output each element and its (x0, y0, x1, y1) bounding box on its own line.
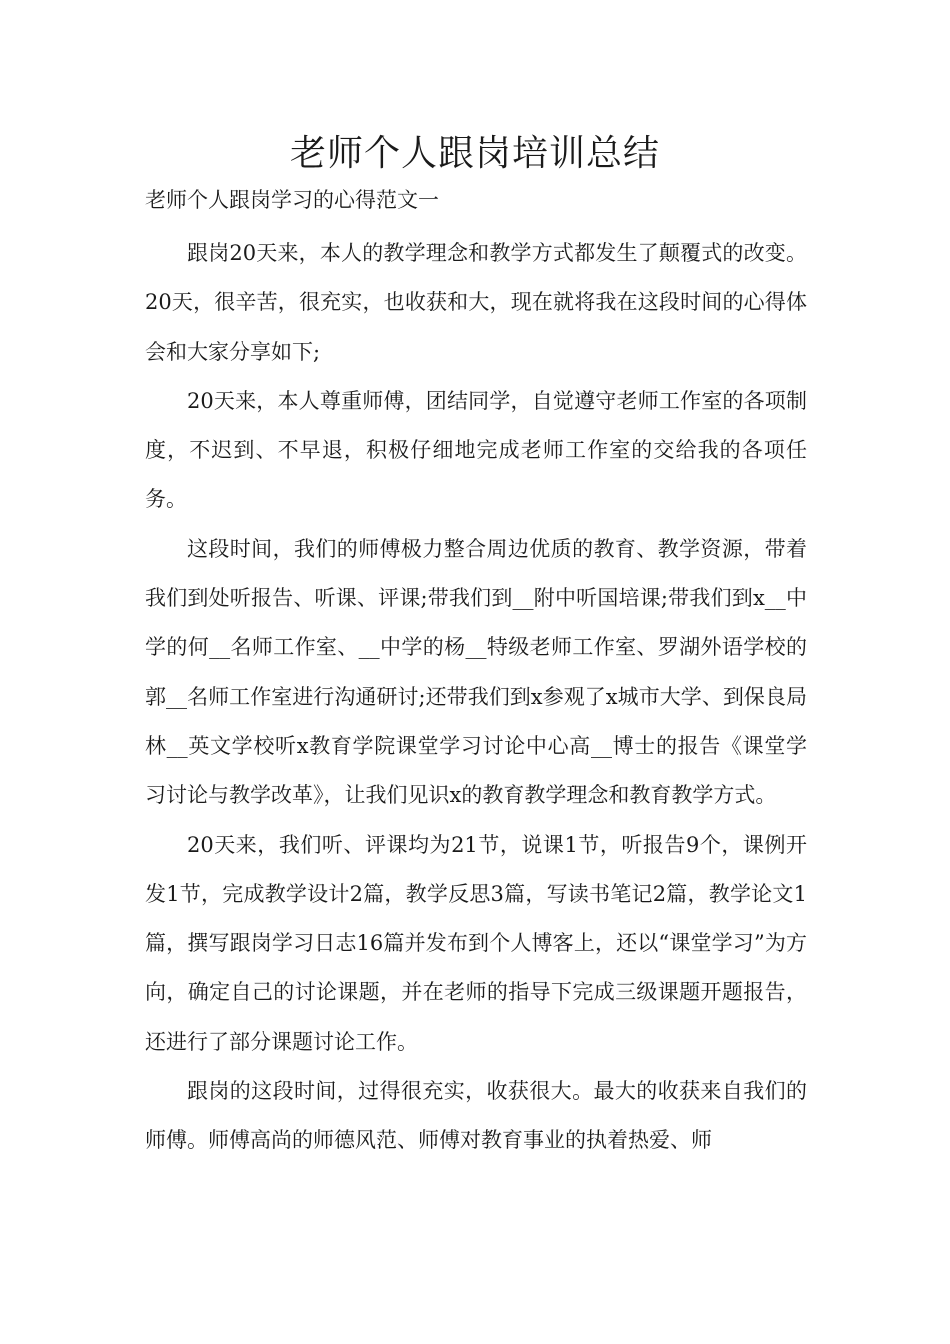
paragraph-4: 20天来，我们听、评课均为21节，说课1节，听报告9个，课例开发1节，完成教学设计2篇，教学反思3篇，写读书笔记2篇，教学论文1篇，撰写跟岗学习日志16篇并发布到个人博客上，还以“课堂学习”为方向，确定自己的讨论课题，并在老师的指导下完成三级课题开题报告，还进行了部分课题讨论工作。 (145, 832, 807, 1054)
document-title: 老师个人跟岗培训总结 (289, 133, 660, 174)
document-body (145, 229, 807, 1166)
paragraph-5: 跟岗的这段时间，过得很充实，收获很大。最大的收获来自我们的师傅。师傅高尚的师德风范、师傅对教育事业的执着热爱、师 (145, 1079, 807, 1153)
document-subtitle: 老师个人跟岗学习的心得范文一 (145, 188, 439, 212)
paragraph-2: 20天来，本人尊重师傅，团结同学，自觉遵守老师工作室的各项制度，不迟到、不早退，积极仔细地完成老师工作室的交给我的各项任务。 (145, 388, 807, 512)
paragraph-3: 这段时间，我们的师傅极力整合周边优质的教育、教学资源，带着我们到处听报告、听课、评课;带我们到__附中听国培课;带我们到x__中学的何__名师工作室、__中学的杨__特级老师工作室、罗湖外语学校的郭__名师工作室进行沟通研讨;还带我们到x参观了x城市大学、到保良局林__英文学校听x教育学院课堂学习讨论中心高__博士的报告《课堂学习讨论与教学改革》，让我们见识x的教育教学理念和教育教学方式。 (145, 536, 807, 808)
paragraph-1: 跟岗20天来，本人的教学理念和教学方式都发生了颠覆式的改变。20天，很辛苦，很充实，也收获和大，现在就将我在这段时间的心得体会和大家分享如下; (145, 241, 807, 364)
